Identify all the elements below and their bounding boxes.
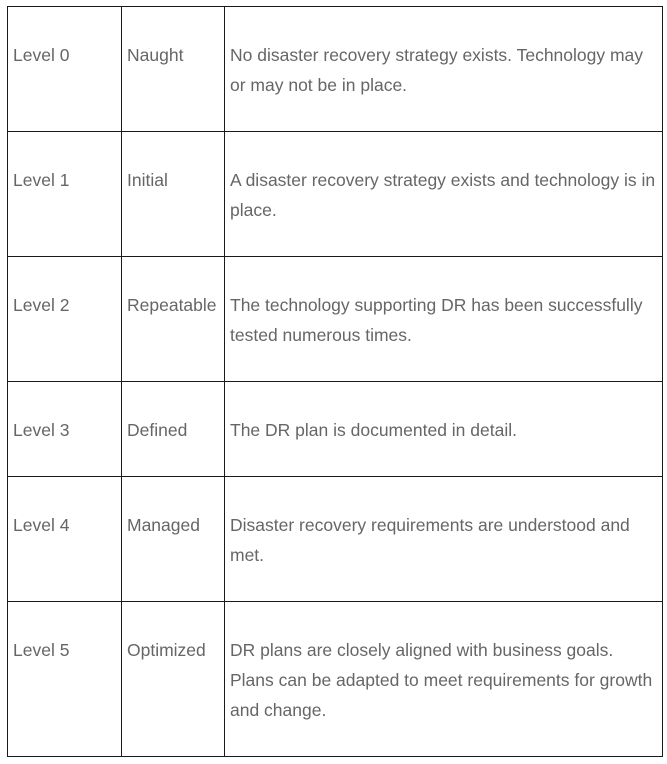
table-row [8, 7, 663, 132]
level-cell: Level 4 [8, 477, 122, 602]
level-description-cell: The technology supporting DR has been successfully tested numerous times. [225, 257, 663, 382]
table-row [8, 382, 663, 477]
level-cell: Level 3 [8, 382, 122, 477]
level-description-cell: Disaster recovery requirements are understood and met. [225, 477, 663, 602]
level-name-cell: Initial [122, 132, 225, 257]
table-row [8, 602, 663, 757]
level-cell: Level 0 [8, 7, 122, 132]
level-name-cell: Repeatable [122, 257, 225, 382]
level-name-cell: Naught [122, 7, 225, 132]
level-name-cell: Optimized [122, 602, 225, 757]
level-cell: Level 5 [8, 602, 122, 757]
level-name-cell: Managed [122, 477, 225, 602]
level-description-cell: No disaster recovery strategy exists. Technology may or may not be in place. [225, 7, 663, 132]
table-row [8, 477, 663, 602]
table-row [8, 257, 663, 382]
level-description-cell: The DR plan is documented in detail. [225, 382, 663, 477]
level-description-cell: DR plans are closely aligned with business goals. Plans can be adapted to meet requirements for growth and change. [225, 602, 663, 757]
level-description-cell: A disaster recovery strategy exists and technology is in place. [225, 132, 663, 257]
level-cell: Level 2 [8, 257, 122, 382]
level-name-cell: Defined [122, 382, 225, 477]
level-cell: Level 1 [8, 132, 122, 257]
table-row [8, 132, 663, 257]
dr-maturity-table [7, 6, 663, 757]
